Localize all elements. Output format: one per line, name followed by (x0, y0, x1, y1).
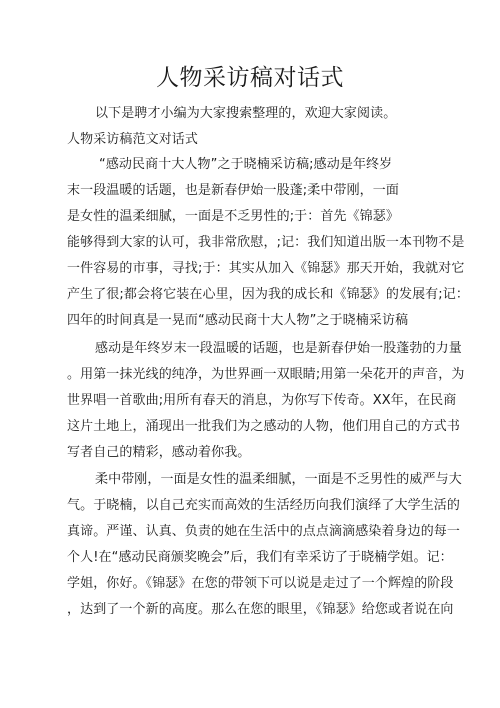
body-line: 世界唱一首歌曲;用所有春天的消息，为你写下传奇。XX年，在民商 (67, 393, 457, 408)
body-line: 学姐，你好。《锦瑟》在您的带领下可以说是走过了一个辉煌的阶段 (67, 576, 454, 591)
section-heading: 人物采访稿范文对话式 (67, 132, 199, 147)
body-line: 气。于晓楠，以自己充实而高效的生活经历向我们演绎了大学生活的 (67, 498, 461, 513)
body-line: “感动民商十大人物”之于晓楠采访稿;感动是年终岁 (99, 157, 393, 172)
body-line: 真谛。严谨、认真、负责的她在生活中的点点滴滴感染着身边的每一 (67, 524, 461, 539)
intro-line: 以下是聘才小编为大家搜索整理的，欢迎大家阅读。 (95, 106, 397, 121)
body-line: 末一段温暖的话题，也是新春伊始一股蓬;柔中带刚，一面 (67, 183, 399, 198)
body-line: 个人!在“感动民商颁奖晚会”后，我们有幸采访了于晓楠学姐。记： (67, 550, 453, 565)
body-line: 是女性的温柔细腻，一面是不乏男性的;于：首先《锦瑟》 (67, 209, 399, 224)
body-line: ，达到了一个新的高度。那么在您的眼里，《锦瑟》给您或者说在向 (67, 602, 454, 617)
body-line: 产生了很;都会将它装在心里，因为我的成长和《锦瑟》的发展有;记： (67, 287, 469, 302)
body-line: 这片土地上，涌现出一批我们为之感动的人物，他们用自己的方式书 (67, 419, 461, 434)
document-title: 人物采访稿对话式 (156, 65, 344, 91)
body-line: 。用第一抹光线的纯净，为世界画一双眼睛;用第一朵花开的声音，为 (67, 367, 465, 382)
body-line: 感动是年终岁末一段温暖的话题，也是新春伊始一股蓬勃的力量 (95, 341, 462, 356)
body-line: 一件容易的市事，寻找;于：其实从加入《锦瑟》那天开始，我就对它 (67, 261, 465, 276)
body-line: 柔中带刚，一面是女性的温柔细腻，一面是不乏男性的威严与大 (95, 472, 462, 487)
body-line: 写者自己的精彩，感动着你我。 (67, 445, 251, 460)
body-line: 能够得到大家的认可，我非常欣慰，;记：我们知道出版一本刊物不是 (67, 235, 465, 250)
body-line: 四年的时间真是一晃而“感动民商十大人物”之于晓楠采访稿 (67, 313, 409, 328)
